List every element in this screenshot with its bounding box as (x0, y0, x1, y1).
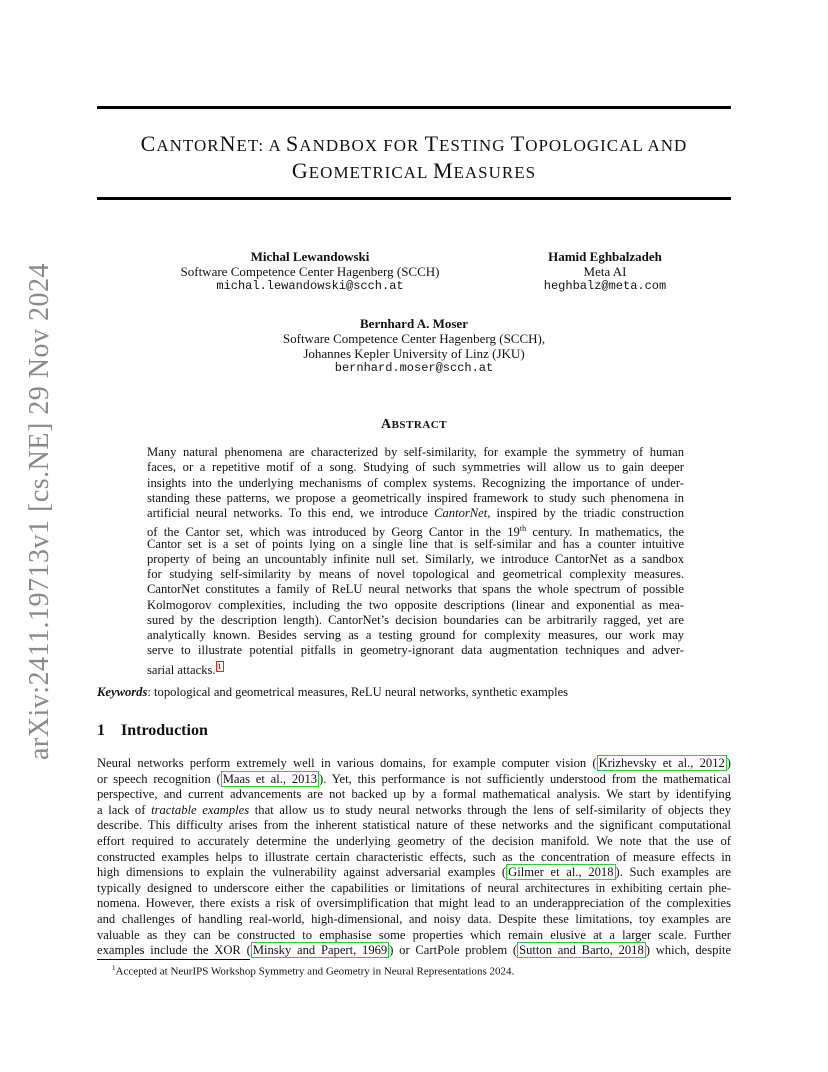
body-line (97, 803, 731, 819)
citation-link[interactable]: Sutton and Barto, 2018 (519, 943, 644, 958)
citation-text: Gilmer et al. (508, 865, 579, 880)
citation-link[interactable]: Krizhevsky et al., 2012 (598, 756, 725, 770)
author-block (160, 249, 460, 294)
body-text: Neural networks perform extremely well in various domains, for example computer vision ( (97, 756, 597, 770)
abstract-line: CantorNet constitutes a family of ReLU neural networks that spans the whole spectrum of possible (147, 582, 684, 597)
body-text: ). Such examples are (615, 865, 731, 880)
abstract-heading (97, 417, 731, 433)
citation-year: 2018 (588, 865, 614, 880)
author-affiliation: Software Competence Center Hagenberg (SCCH), (282, 331, 546, 346)
citation-year: 2012 (699, 756, 725, 770)
abstract-text: , inspired by the triadic construction (487, 506, 684, 520)
body-italic: tractable examples (151, 802, 250, 817)
body-line: nomena. However, there exists a risk of oversimplification that might lead to an underappreciation of the complexities (97, 896, 731, 911)
section-title: Introduction (121, 722, 208, 739)
body-text: ) which, despite (645, 943, 732, 958)
abstract-text: sarial attacks. (147, 662, 216, 677)
title-part: EASURES (453, 163, 537, 182)
abstract-line: property of being an uncountably infinite null set. Similarly, we introduce CantorNet as a sandbox (147, 551, 684, 566)
title-part: T (510, 131, 526, 156)
title-part: ANDBOX FOR (299, 136, 425, 155)
citation-year: 1969 (362, 943, 388, 958)
body-line: valuable as they can be constructed to emphasise some properties which remain elusive at a larger scale. Further (97, 927, 731, 942)
body-line: and challenges of handling real-world, high-dimensional, and noisy data. Despite these limitations, toy examples are (97, 911, 731, 926)
author-name: Bernhard A. Moser (360, 316, 468, 331)
author-email: bernhard.moser@scch.at (334, 361, 494, 375)
abstract-body (147, 445, 684, 677)
body-line (97, 772, 731, 788)
body-text: a lack of (97, 802, 152, 817)
title-part: EOMETRICAL (308, 163, 433, 182)
title-rule-top (97, 106, 731, 109)
keywords-text: : topological and geometrical measures, ReLU neural networks, synthetic examples (147, 685, 569, 699)
body-line: Neural networks perform extremely well in various domains, for example computer vision ( Krizhevsky et al., 2012 ) (97, 756, 731, 770)
title-part: G (291, 158, 309, 183)
body-line: effort required to accurately determine the underlying geometry of the decision manifold. We note that the use of (97, 833, 731, 848)
abstract-line (147, 659, 684, 677)
citation-year: 2018 (618, 943, 644, 958)
title-part: OPOLOGICAL AND (525, 136, 688, 155)
abstract-line: standing these patterns, we propose a geometrically inspired framework to study such phenomena in (147, 490, 684, 505)
keywords-label: Keywords (97, 685, 148, 699)
author-block (500, 249, 710, 294)
citation-link[interactable]: Minsky and Papert, 1969 (252, 943, 388, 958)
citation-link[interactable]: Maas et al., 2013 (222, 771, 318, 786)
abstract-line: insights into the underlying mechanisms of complex systems. Recognizing the importance of under- (147, 475, 684, 490)
citation-text: Sutton and Barto (519, 943, 610, 958)
body-text: ). Yet, this performance is not sufficiently understood from the mathematical (319, 771, 732, 786)
author-email: heghbalz@meta.com (543, 279, 667, 293)
body-line: typically designed to underscore either the capabilities or limitations of neural architectures in exhibiting certain phe- (97, 880, 731, 895)
abstract-line: for studying self-similarity by means of novel topological and geometrical complexity measures. (147, 567, 684, 581)
keywords (97, 685, 568, 700)
abstract-line: Kolmogorov complexities, including the two opposite descriptions (linear and exponential as mea- (147, 597, 684, 612)
introduction-body (97, 756, 731, 959)
body-line (97, 943, 731, 959)
body-line: perspective, and current advancements are not backed up by a formal mathematical analysis. We start by identifying (97, 787, 731, 802)
arxiv-id-text: arXiv:2411.19713v1 [cs.NE] 29 Nov 2024 (24, 262, 55, 760)
body-text: or speech recognition ( (97, 771, 221, 786)
footnote (112, 964, 514, 978)
citation-text: Minsky and Papert (252, 943, 354, 958)
author-name: Hamid Eghbalzadeh (548, 249, 662, 264)
title-part: T (424, 131, 440, 156)
abstract-line: faces, or a repetitive motif of a song. Studying of such symmetries will allow us to gain deeper (147, 460, 684, 475)
abstract-text: century. In mathematics, the (526, 525, 684, 540)
body-text: examples include the XOR ( (97, 943, 251, 958)
title-rule-bottom (97, 197, 731, 200)
title-part: C (140, 131, 157, 156)
body-line: describe. This difficulty arises from the inherent statistical nature of these networks and the significant computational (97, 818, 731, 833)
abstract-text: artificial neural networks. To this end, we introduce (147, 506, 435, 520)
abstract-line: Many natural phenomena are characterized by self-similarity, for example the symmetry of human (147, 445, 684, 459)
citation-year: 2013 (291, 771, 318, 786)
body-line: constructed examples helps to illustrate certain characteristic effects, such as the concentration of measure effects in (97, 849, 731, 864)
title-part: M (432, 158, 454, 183)
footnote-text: Accepted at NeurIPS Workshop Symmetry and Geometry in Neural Representations 2024. (115, 965, 515, 978)
author-name: Michal Lewandowski (250, 249, 370, 264)
abstract-line: sured by the description length). CantorNet’s decision boundaries can be arbitrarily ragged, yet are (147, 612, 684, 627)
citation-text: Krizhevsky et al. (598, 756, 691, 770)
paper-title-line-2 (97, 156, 731, 187)
abstract-heading-rest: BSTRACT (391, 419, 448, 431)
abstract-line: serve to illustrate potential pitfalls in geometry-ignorant data augmentation techniques and adver- (147, 643, 684, 658)
title-part: ESTING (439, 136, 511, 155)
footnote-rule (97, 959, 250, 960)
author-email: michal.lewandowski@scch.at (216, 279, 404, 293)
title-part: ANTOR (156, 136, 220, 155)
body-text: high dimensions to explain the vulnerability against adversarial examples ( (97, 865, 507, 880)
abstract-line: analytically known. Besides serving as a testing ground for complexity measures, our work may (147, 628, 684, 642)
citation-link[interactable]: Gilmer et al., 2018 (508, 865, 614, 880)
section-heading (97, 722, 208, 740)
abstract-italic: CantorNet (434, 506, 488, 520)
section-number: 1 (97, 722, 105, 739)
footnote-link[interactable]: 1 (217, 661, 222, 671)
abstract-line: Cantor set is a set of points lying on a single line that is self-similar and has a counter intuitive (147, 536, 684, 551)
title-part: N (219, 131, 237, 156)
abstract-line (147, 506, 684, 521)
citation-text: Maas et al. (222, 771, 283, 786)
body-text: ) or CartPole problem ( (389, 943, 518, 958)
body-line (97, 865, 731, 881)
abstract-heading-initial: A (380, 417, 392, 432)
abstract-text: of the Cantor set, which was introduced by Georg Cantor in the 19 (147, 525, 520, 540)
author-affiliation: Meta AI (583, 264, 627, 279)
footnote-mark: 1 (112, 964, 116, 972)
body-text: that allow us to study neural networks through the lens of self-similarity of objects they (249, 802, 731, 817)
author-block (214, 316, 614, 376)
abstract-line (147, 521, 684, 540)
title-part: ET: A (236, 136, 287, 155)
author-affiliation: Software Competence Center Hagenberg (SCCH) (180, 264, 440, 279)
author-affiliation: Johannes Kepler University of Linz (JKU) (303, 346, 525, 361)
superscript: th (519, 524, 527, 534)
title-part: S (286, 131, 300, 156)
